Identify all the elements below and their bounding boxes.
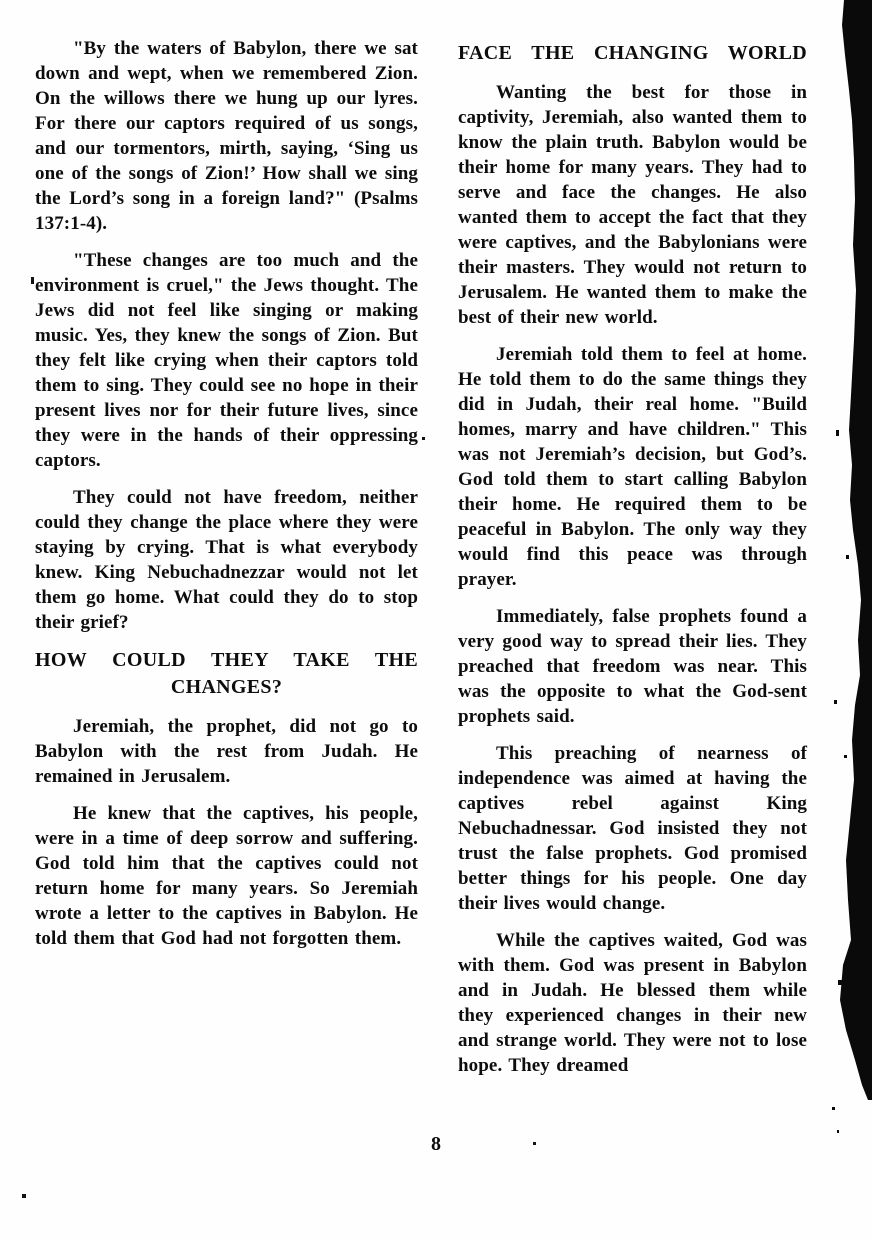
ink-speck (22, 1194, 26, 1198)
paragraph-jeremiah-remained: Jeremiah, the prophet, did not go to Babylon with the rest from Judah. He remained in Jerusalem. (35, 716, 418, 787)
section-heading-how-could-they-take-the-changes (35, 647, 418, 701)
paragraph-wanting-the-best: Wanting the best for those in captivity, Jeremiah, also wanted them to know the plain truth. Babylon would be their home for many years. They had to serve and face the changes. He also wanted them to accept the fact that they were captives, and the Babylonians were their masters. They would not return to Jerusalem. He wanted them to make the best of their new world. (458, 82, 807, 328)
paragraph-psalm-quote: "By the waters of Babylon, there we sat down and wept, when we remembered Zion. On the willows there we hung up our lyres. For there our captors required of us songs, and our tormentors, mirth, saying, ‘Sing us one of the songs of Zion!’ How shall we sing the Lord’s song in a foreign land?" (Psalms 137:1-4). (35, 38, 418, 234)
ink-speck (422, 437, 425, 440)
page-number: 8 (431, 1133, 441, 1155)
paragraph-preaching-nearness: This preaching of nearness of independence was aimed at having the captives rebel against King Nebuchadnessar. God insisted they not trust the false prophets. God promised better things for his people. One day their lives would change. (458, 743, 807, 914)
section-heading-face-the-changing-world: FACE THE CHANGING WORLD (458, 42, 807, 64)
scan-artifact-right-edge (832, 0, 872, 1239)
paragraph-god-was-with-them: While the captives waited, God was with them. God was present in Babylon and in Judah. He blessed them while they experienced changes in their new and strange world. They were not to lose hope. They dreamed (458, 930, 807, 1076)
heading-line-2: CHANGES? (170, 676, 283, 698)
heading-line-1: HOW COULD THEY TAKE THE (35, 649, 418, 671)
paragraph-jeremiah-letter: He knew that the captives, his people, were in a time of deep sorrow and suffering. God told him that the captives could not return home for many years. So Jeremiah wrote a letter to the captives in Babylon. He told them that God had not forgotten them. (35, 803, 418, 949)
ink-speck (31, 277, 34, 284)
left-column (35, 36, 418, 951)
ink-speck (533, 1142, 536, 1145)
paragraph-no-freedom: They could not have freedom, neither could they change the place where they were staying by crying. That is what everybody knew. King Nebuchadnezzar would not let them go home. What could they do to stop their grief? (35, 487, 418, 633)
paragraph-false-prophets: Immediately, false prophets found a very good way to spread their lies. They preached that freedom was near. This was the opposite to what the God-sent prophets said. (458, 606, 807, 727)
right-column (458, 36, 807, 1078)
paragraph-changes-too-much: "These changes are too much and the environment is cruel," the Jews thought. The Jews did not feel like singing or making music. Yes, they knew the songs of Zion. But they felt like crying when their captors told them to sing. They could see no hope in their present lives nor for their future lives, since they were in the hands of their oppressing captors. (35, 250, 418, 471)
paragraph-feel-at-home: Jeremiah told them to feel at home. He told them to do the same things they did in Judah, their real home. "Build homes, marry and have children." This was not Jeremiah’s decision, but God’s. God told them to start calling Babylon their home. He required them to be peaceful in Babylon. The only way they would find this peace was through prayer. (458, 344, 807, 590)
